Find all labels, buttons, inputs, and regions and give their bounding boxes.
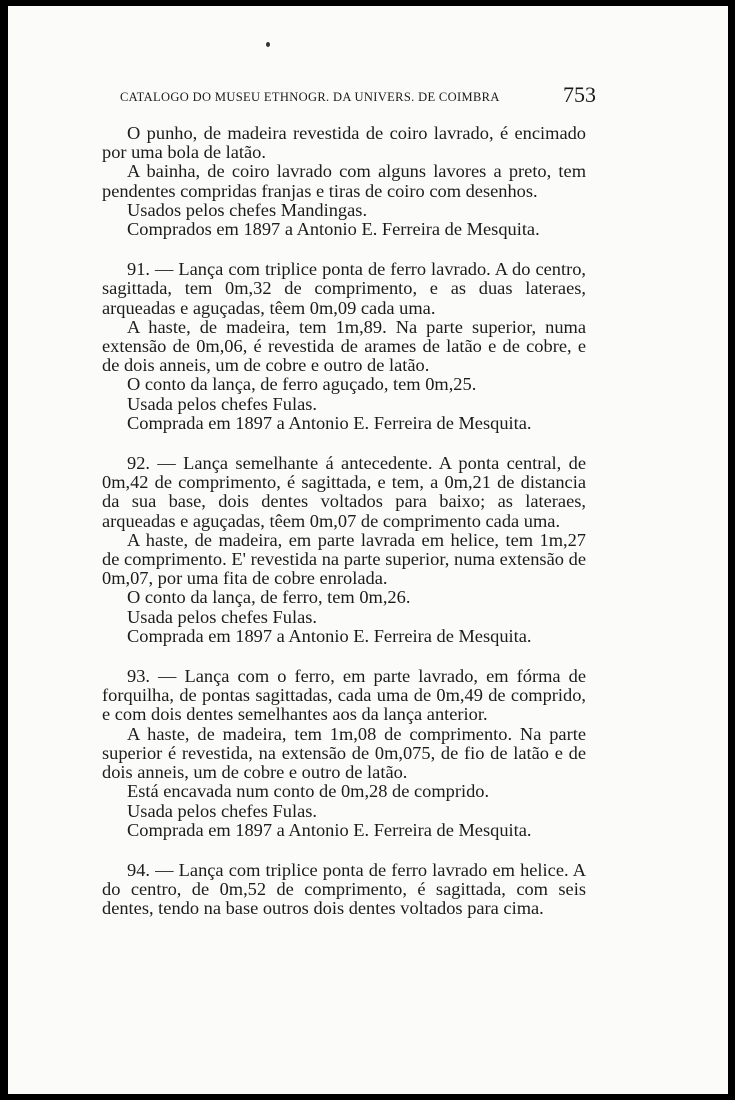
paragraph: A bainha, de coiro lavrado com alguns lavores a preto, tem pendentes compridas franjas e tiras de coiro com desenhos.	[102, 161, 586, 201]
paragraph: Está encavada num conto de 0m,28 de comprido.	[127, 781, 490, 802]
ink-speck	[266, 42, 270, 47]
paragraph: Comprada em 1897 a Antonio E. Ferreira de Mesquita.	[127, 625, 532, 646]
paragraph: O punho, de madeira revestida de coiro lavrado, é encimado por uma bola de latão.	[102, 123, 586, 163]
paragraph: O conto da lança, de ferro aguçado, tem 0m,25.	[127, 374, 477, 395]
entry-heading-paragraph: 92. — Lança semelhante á antecedente. A ponta central, de 0m,42 de comprimento, é sagittada, e tem, a 0m,21 de distancia da sua base, dois dentes voltados para baixo; as lateraes, arqueadas e aguçadas, têem 0m,07 de comprimento cada uma.	[102, 453, 586, 531]
running-title: CATALOGO DO MUSEU ETHNOGR. DA UNIVERS. DE COIMBRA	[120, 90, 500, 104]
entry-heading-paragraph: 91. — Lança com triplice ponta de ferro lavrado. A do centro, sagittada, tem 0m,32 de comprimento, e as duas lateraes, arqueadas e aguçadas, têem 0m,09 cada uma.	[102, 259, 586, 318]
entry-heading-paragraph: 93. — Lança com o ferro, em parte lavrado, em fórma de forquilha, de pontas sagittadas, cada uma de 0m,49 de comprido, e com dois dentes semelhantes aos da lança anterior.	[102, 666, 586, 725]
page-body	[102, 124, 586, 919]
paragraph: Usada pelos chefes Fulas.	[127, 606, 317, 627]
paragraph: O conto da lança, de ferro, tem 0m,26.	[127, 587, 411, 608]
paragraph: A haste, de madeira, tem 1m,08 de comprimento. Na parte superior é revestida, na extensão de 0m,075, de fio de latão e de dois anneis, um de cobre e outro de latão.	[102, 723, 586, 783]
page-number: 753	[563, 82, 596, 107]
paragraph: Comprados em 1897 a Antonio E. Ferreira de Mesquita.	[127, 219, 540, 240]
paragraph: Comprada em 1897 a Antonio E. Ferreira de Mesquita.	[127, 412, 532, 433]
entry-heading-paragraph: 94. — Lança com triplice ponta de ferro lavrado em helice. A do centro, de 0m,52 de comprimento, é sagittada, com seis dentes, tendo na base outros dois dentes voltados para cima.	[102, 859, 586, 919]
paragraph: A haste, de madeira, em parte lavrada em helice, tem 1m,27 de comprimento. E' revestida na parte superior, numa extensão de 0m,07, por uma fita de cobre enrolada.	[102, 529, 586, 589]
running-header	[120, 82, 596, 112]
book-page	[8, 6, 728, 1094]
paragraph: Usados pelos chefes Mandingas.	[127, 199, 368, 220]
paragraph: Usada pelos chefes Fulas.	[127, 393, 317, 414]
paragraph: A haste, de madeira, tem 1m,89. Na parte superior, numa extensão de 0m,06, é revestida de arames de latão e de cobre, e de dois anneis, um de cobre e outro de latão.	[102, 316, 586, 376]
paragraph: Usada pelos chefes Fulas.	[127, 800, 317, 821]
paragraph: Comprada em 1897 a Antonio E. Ferreira de Mesquita.	[127, 819, 532, 840]
